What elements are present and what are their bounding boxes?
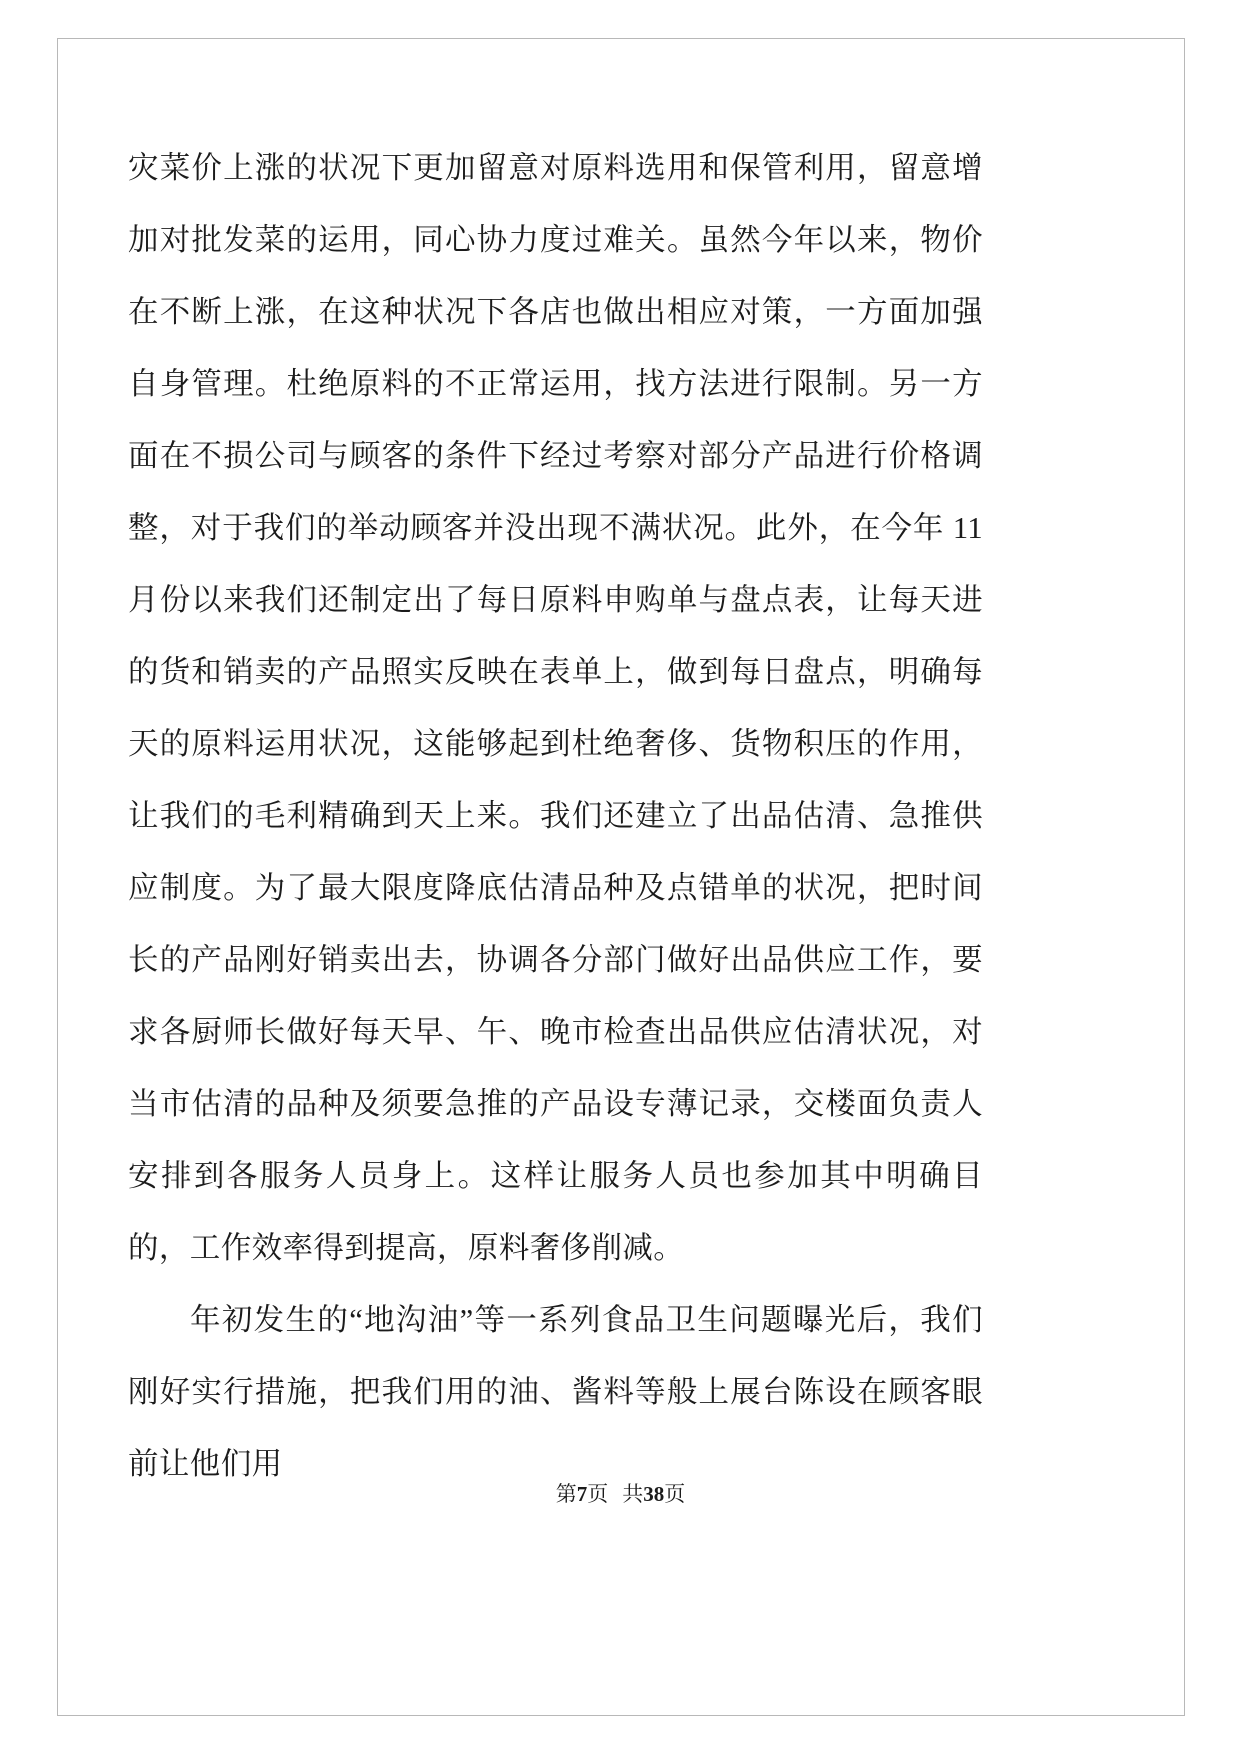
footer-total-unit: 页 (664, 1482, 686, 1506)
page-content (128, 132, 983, 1500)
footer-page-number: 7 (576, 1482, 588, 1506)
footer-total-pages: 38 (643, 1482, 665, 1506)
footer-page-label: 第 (555, 1482, 577, 1506)
page-footer (0, 1478, 1241, 1508)
paragraph-2: 年初发生的“地沟油”等一系列食品卫生问题曝光后，我们刚好实行措施，把我们用的油、酱料等般上展台陈设在顾客眼前让他们用 (128, 1303, 983, 1481)
footer-page-unit: 页 (587, 1482, 609, 1506)
footer-total-label: 共 (622, 1482, 644, 1506)
paragraph-1: 灾菜价上涨的状况下更加留意对原料选用和保管利用，留意增加对批发菜的运用，同心协力度过难关。虽然今年以来，物价在不断上涨，在这种状况下各店也做出相应对策，一方面加强自身管理。杜绝原料的不正常运用，找方法进行限制。另一方面在不损公司与顾客的条件下经过考察对部分产品进行价格调整，对于我们的举动顾客并没出现不满状况。此外，在今年 11 月份以来我们还制定出了每日原料申购单与盘点表，让每天进的货和销卖的产品照实反映在表单上，做到每日盘点，明确每天的原料运用状况，这能够起到杜绝奢侈、货物积压的作用，让我们的毛利精确到天上来。我们还建立了出品估清、急推供应制度。为了最大限度降底估清品种及点错单的状况，把时间长的产品刚好销卖出去，协调各分部门做好出品供应工作，要求各厨师长做好每天早、午、晚市检查出品供应估清状况，对当市估清的品种及须要急推的产品设专薄记录，交楼面负责人安排到各服务人员身上。这样让服务人员也参加其中明确目的，工作效率得到提高，原料奢侈削减。 (128, 151, 983, 1265)
